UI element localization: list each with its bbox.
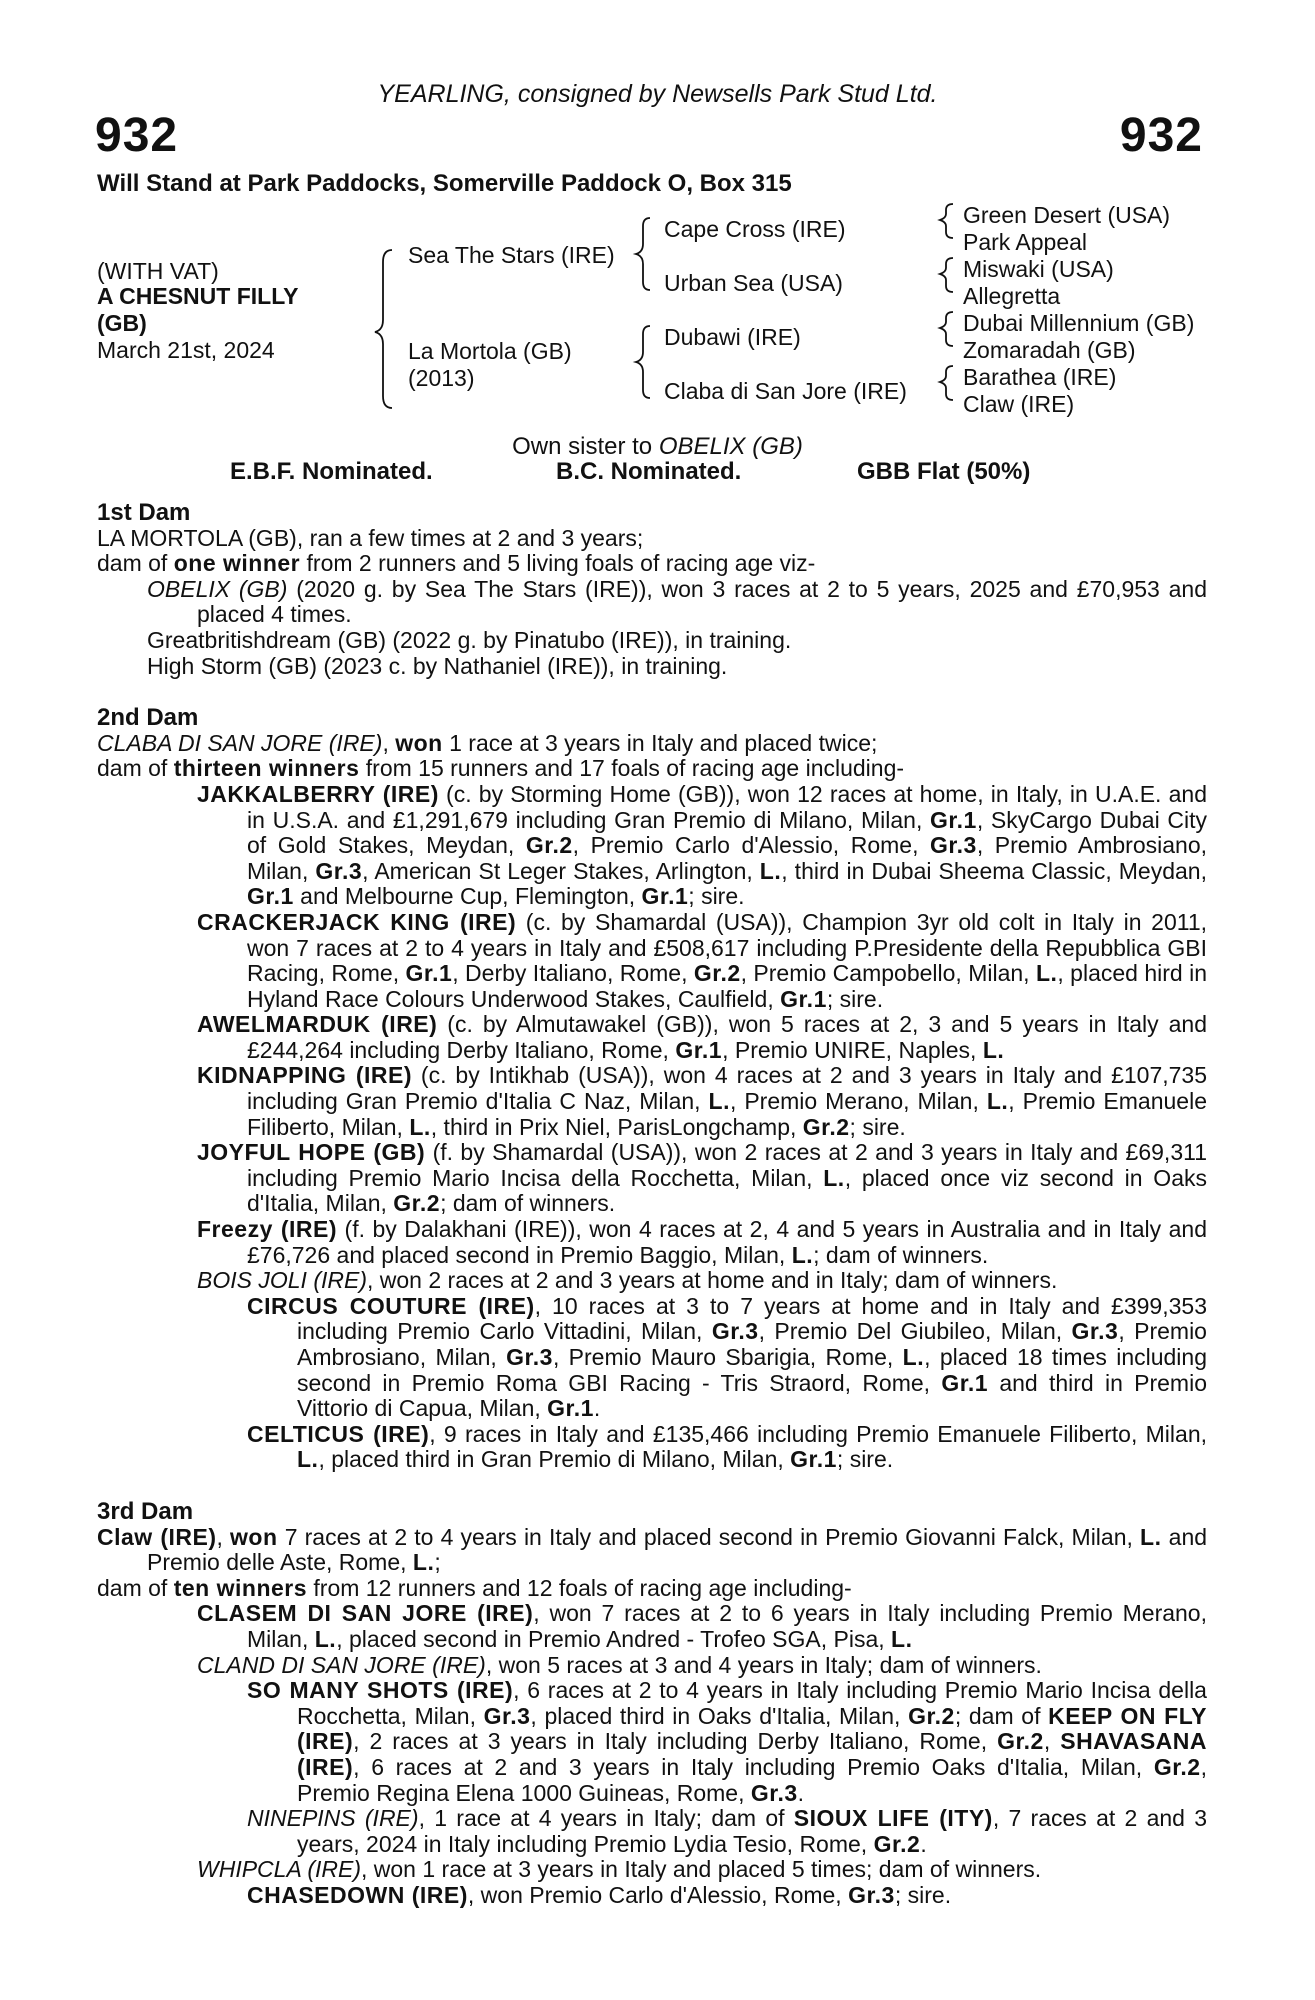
stand-location: Will Stand at Park Paddocks, Somerville Paddock O, Box 315 (97, 170, 792, 197)
third-dam-produce-line: dam of ten winners from 12 runners and 12 foals of racing age including- (97, 1574, 852, 1601)
dam: La Mortola (GB) (408, 338, 572, 364)
ggp-6: Zomaradah (GB) (963, 337, 1136, 363)
produce-greatbritishdream: Greatbritishdream (GB) (2022 g. by Pinatubo (IRE)), in training. (147, 626, 792, 653)
foaling-date: March 21st, 2024 (97, 337, 275, 363)
third-dam-heading: 3rd Dam (97, 1497, 194, 1525)
brace-main (375, 250, 392, 408)
horse-origin: (GB) (97, 310, 147, 336)
ggp-4: Allegretta (963, 283, 1061, 309)
entry-joyful-hope: JOYFUL HOPE (GB) (f. by Shamardal (USA)), won 2 races at 2 and 3 years in Italy and £69,311 including Premio Mario Incisa della Rocchetta, Milan, L., placed once viz second in Oaks d'Italia, Milan, Gr.2; dam of winners. (197, 1139, 1207, 1217)
vat-label: (WITH VAT) (97, 258, 219, 284)
entry-chasedown: CHASEDOWN (IRE), won Premio Carlo d'Alessio, Rome, Gr.3; sire. (247, 1881, 952, 1908)
ggp-2: Park Appeal (963, 229, 1088, 255)
brace-ggp-2 (940, 258, 953, 292)
entry-freezy: Freezy (IRE) (f. by Dalakhani (IRE)), won 4 races at 2, 4 and 5 years in Australia and in Italy and £76,726 and placed second in Premio Baggio, Milan, L.; dam of winners. (197, 1216, 1207, 1268)
second-dam-heading: 2nd Dam (97, 704, 199, 732)
entry-jakkalberry: JAKKALBERRY (IRE) (c. by Storming Home (GB)), won 12 races at home, in Italy, in U.A.E. and in U.S.A. and £1,291,679 including Gran Premio di Milano, Milan, Gr.1, SkyCargo Dubai City of Gold Stakes, Meydan, Gr.2, Premio Carlo d'Alessio, Rome, Gr.3, Premio Ambrosiano, Milan, Gr.3, American St Leger Stakes, Arlington, L., third in Dubai Sheema Classic, Meydan, Gr.1 and Melbourne Cup, Flemington, Gr.1; sire. (197, 780, 1208, 910)
first-dam-heading: 1st Dam (97, 499, 191, 526)
sire: Sea The Stars (IRE) (408, 242, 615, 268)
own-sister-prefix: Own sister to (512, 433, 659, 460)
catalogue-body (97, 500, 1207, 1908)
bc-nominated: B.C. Nominated. (556, 458, 742, 485)
dam-dam: Claba di San Jore (IRE) (664, 378, 907, 404)
second-dam-produce-line: dam of thirteen winners from 15 runners and 17 foals of racing age including- (97, 755, 905, 782)
gbb-flat: GBB Flat (50%) (857, 458, 1031, 485)
ggp-8: Claw (IRE) (963, 391, 1075, 417)
dam-year: (2013) (408, 365, 475, 391)
entry-ninepins: NINEPINS (IRE), 1 race at 4 years in Italy; dam of SIOUX LIFE (ITY), 7 races at 2 and 3 years, 2024 in Italy including Premio Lydia Tesio, Rome, Gr.2. (247, 1805, 1208, 1857)
lot-number-left: 932 (95, 109, 179, 162)
entry-crackerjack-king: CRACKERJACK KING (IRE) (c. by Shamardal (USA)), Champion 3yr old colt in Italy in 2011, won 7 races at 2 to 4 years in Italy and £508,617 including P.Presidente della Repubblica GBI Racing, Rome, Gr.1, Derby Italiano, Rome, Gr.2, Premio Campobello, Milan, L., placed hird in Hyland Race Colours Underwood Stakes, Caulfield, Gr.1; sire. (197, 908, 1207, 1012)
brace-ggp-4 (940, 366, 953, 400)
brace-ggp-3 (940, 312, 953, 346)
produce-obelix: OBELIX (GB) (2020 g. by Sea The Stars (IRE)), won 3 races at 2 to 5 years, 2025 and £70,953 and placed 4 times. (147, 575, 1207, 628)
sire-sire: Cape Cross (IRE) (664, 216, 846, 242)
entry-bois-joli: BOIS JOLI (IRE), won 2 races at 2 and 3 years at home and in Italy; dam of winners. (197, 1267, 1058, 1294)
entry-celticus: CELTICUS (IRE), 9 races in Italy and £135,466 including Premio Emanuele Filiberto, Milan, L., placed third in Gran Premio di Milano, Milan, Gr.1; sire. (247, 1420, 1208, 1473)
own-sister-name: OBELIX (GB) (658, 433, 803, 460)
ebf-nominated: E.B.F. Nominated. (230, 458, 433, 485)
brace-dam (636, 326, 650, 398)
lot-number-right: 932 (1119, 109, 1203, 162)
entry-cland-di-san-jore: CLAND DI SAN JORE (IRE), won 5 races at 3 and 4 years in Italy; dam of winners. (197, 1651, 1042, 1678)
second-dam-line: CLABA DI SAN JORE (IRE), won 1 race at 3 years in Italy and placed twice; (97, 729, 878, 756)
sire-dam: Urban Sea (USA) (664, 270, 843, 296)
horse-name: A CHESNUT FILLY (97, 283, 299, 309)
entry-clasem-di-san-jore: CLASEM DI SAN JORE (IRE), won 7 races at 2 to 6 years in Italy including Premio Merano, Milan, L., placed second in Premio Andred - Trofeo SGA, Pisa, L. (197, 1600, 1207, 1652)
produce-high-storm: High Storm (GB) (2023 c. by Nathaniel (IRE)), in training. (147, 652, 728, 679)
own-sister-line (0, 433, 1315, 461)
ggp-5: Dubai Millennium (GB) (963, 310, 1195, 336)
brace-sire (636, 218, 650, 290)
ggp-7: Barathea (IRE) (963, 364, 1117, 390)
ggp-3: Miswaki (USA) (963, 256, 1114, 282)
entry-kidnapping: KIDNAPPING (IRE) (c. by Intikhab (USA)), won 4 races at 2 and 3 years in Italy and £107,735 including Gran Premio d'Italia C Naz, Milan, L., Premio Merano, Milan, L., Premio Emanuele Filiberto, Milan, L., third in Prix Niel, ParisLongchamp, Gr.2; sire. (197, 1062, 1208, 1140)
dam-sire: Dubawi (IRE) (664, 324, 801, 350)
third-dam-line: Claw (IRE), won 7 races at 2 to 4 years in Italy and placed second in Premio Giovanni Falck, Milan, L. and Premio delle Aste, Rome, L.; (97, 1523, 1208, 1576)
entry-so-many-shots: SO MANY SHOTS (IRE), 6 races at 2 to 4 years in Italy including Premio Mario Incisa della Rocchetta, Milan, Gr.3, placed third in Oaks d'Italia, Milan, Gr.2; dam of KEEP ON FLY (IRE), 2 races at 3 years in Italy including Derby Italiano, Rome, Gr.2, SHAVASANA (IRE), 6 races at 2 and 3 years in Italy including Premio Oaks d'Italia, Milan, Gr.2, Premio Regina Elena 1000 Guineas, Rome, Gr.3. (247, 1677, 1208, 1806)
first-dam-produce-line: dam of one winner from 2 runners and 5 living foals of racing age viz- (97, 550, 816, 577)
brace-ggp-1 (940, 204, 953, 238)
entry-whipcla: WHIPCLA (IRE), won 1 race at 3 years in Italy and placed 5 times; dam of winners. (197, 1856, 1042, 1883)
consignment-line: YEARLING, consigned by Newsells Park Stud Ltd. (377, 80, 938, 108)
first-dam-line: LA MORTOLA (GB), ran a few times at 2 and 3 years; (97, 524, 644, 551)
entry-circus-couture: CIRCUS COUTURE (IRE), 10 races at 3 to 7 years at home and in Italy and £399,353 including Premio Carlo Vittadini, Milan, Gr.3, Premio Del Giubileo, Milan, Gr.3, Premio Ambrosiano, Milan, Gr.3, Premio Mauro Sbarigia, Rome, L., placed 18 times including second in Premio Roma GBI Racing - Tris Straord, Rome, Gr.1 and third in Premio Vittorio di Capua, Milan, Gr.1. (247, 1292, 1207, 1422)
ggp-1: Green Desert (USA) (963, 202, 1171, 228)
pedigree-braces (0, 0, 1315, 430)
entry-awelmarduk: AWELMARDUK (IRE) (c. by Almutawakel (GB)), won 5 races at 2, 3 and 5 years in Italy and £244,264 including Derby Italiano, Rome, Gr.1, Premio UNIRE, Naples, L. (197, 1011, 1208, 1063)
